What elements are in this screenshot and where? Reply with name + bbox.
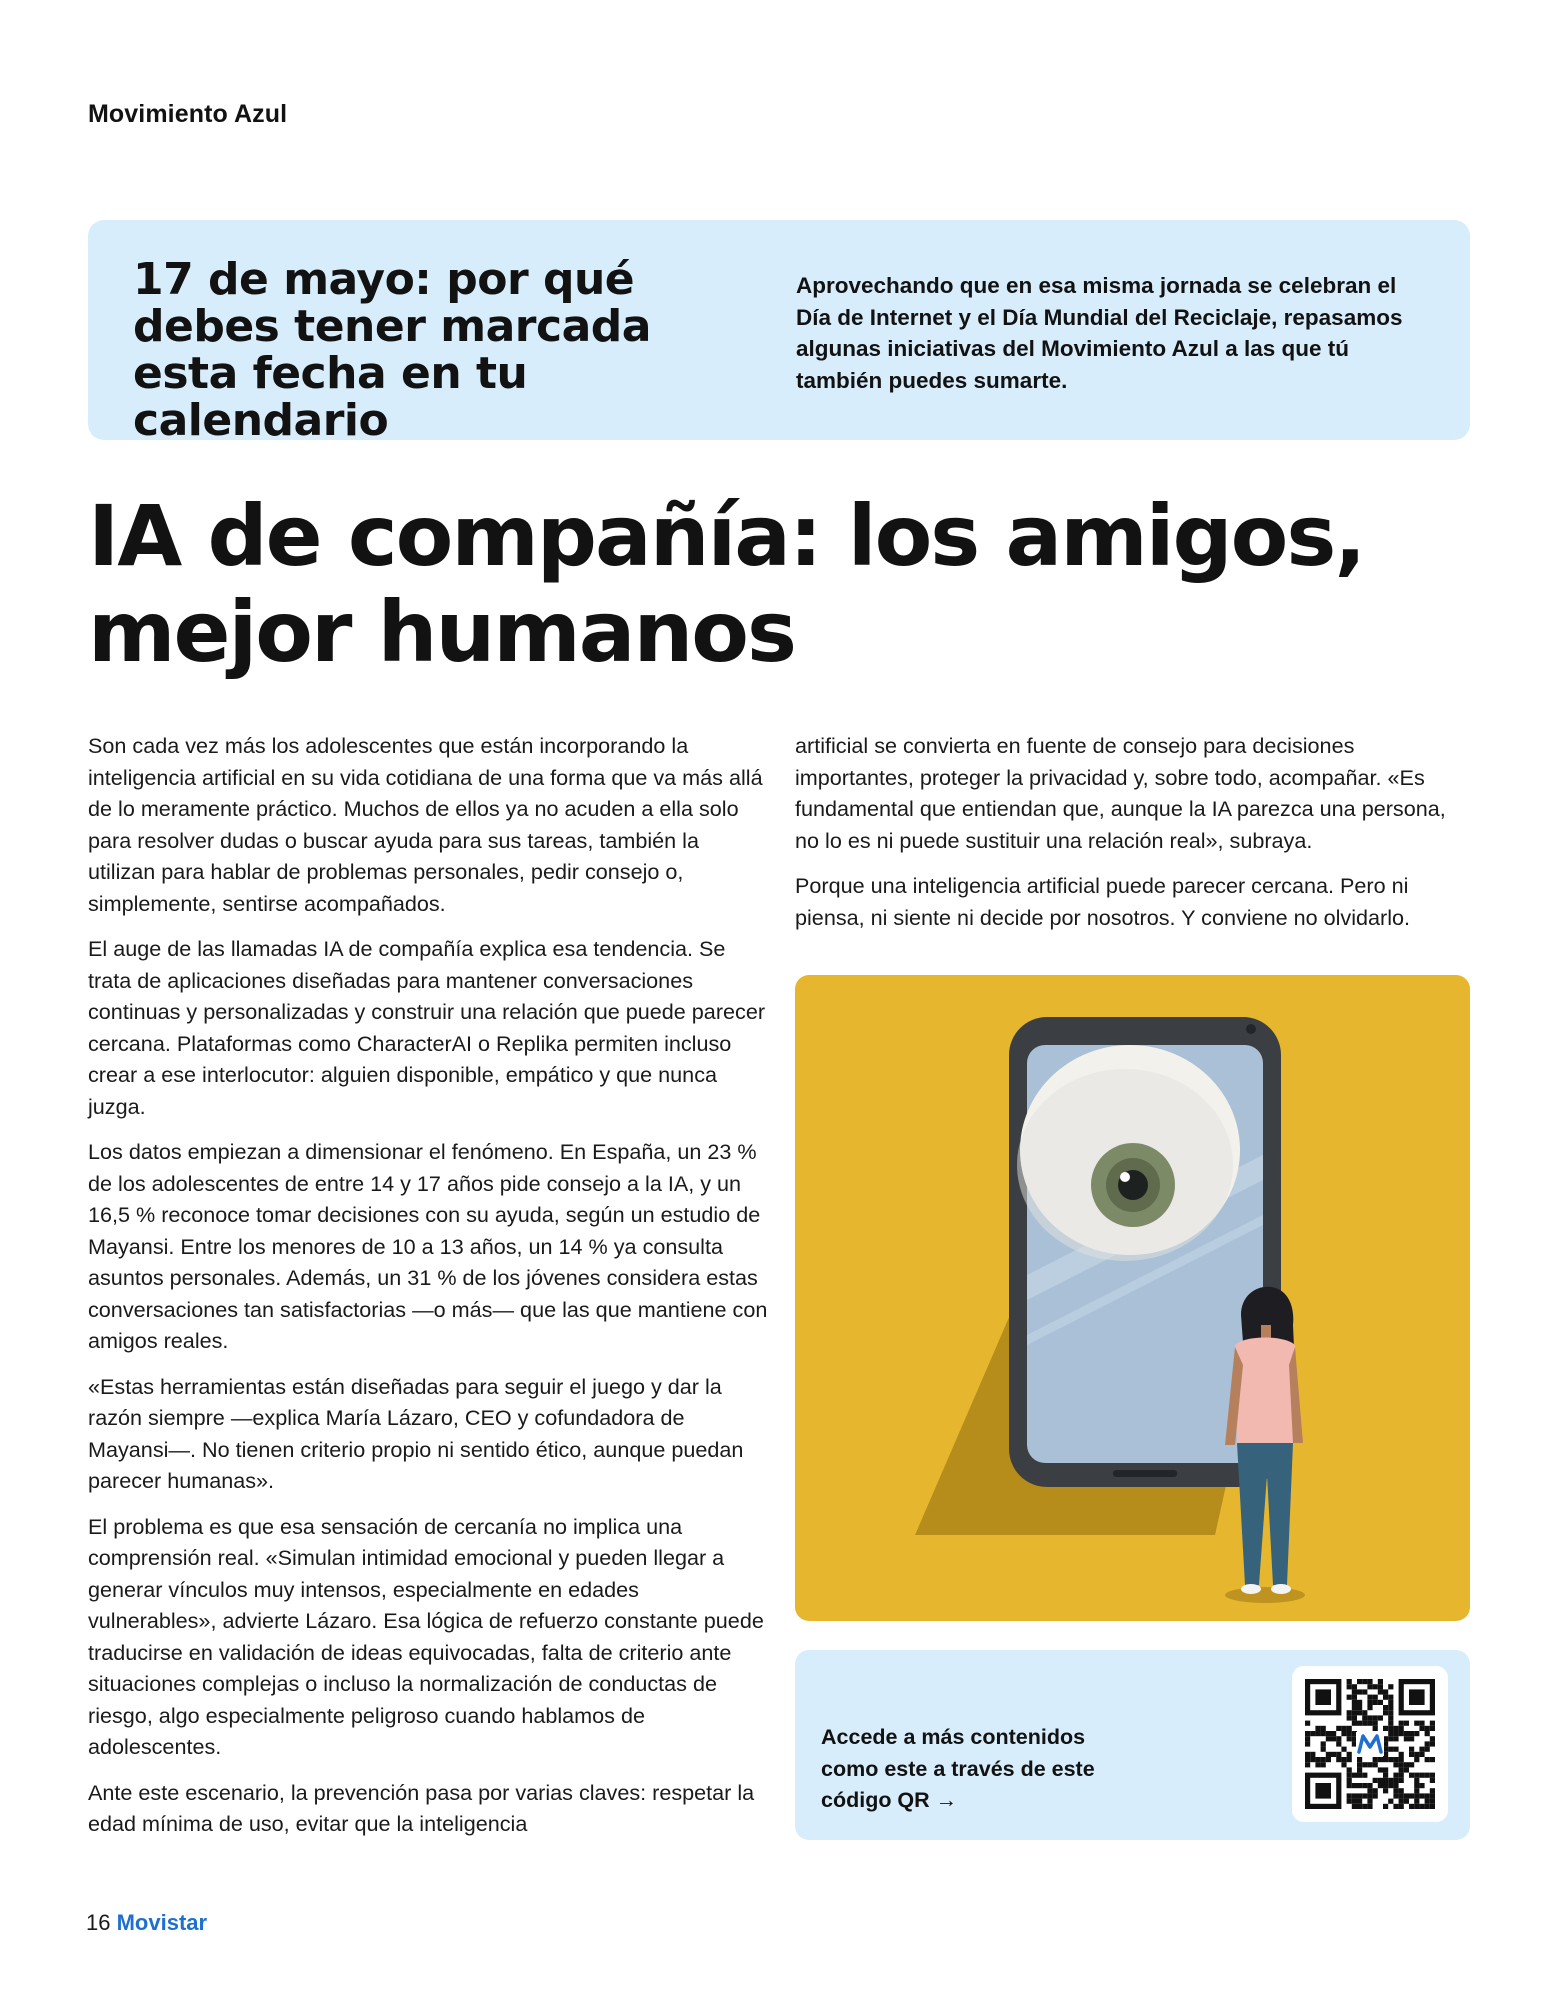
section-label: Movimiento Azul (88, 100, 288, 128)
page-footer (86, 1910, 207, 1936)
qr-code[interactable] (1292, 1666, 1448, 1822)
paragraph: Ante este escenario, la prevención pasa por varias claves: respetar la edad mínima de uso, evitar que la inteligencia (88, 1779, 755, 1836)
phone-eye-illustration (795, 975, 1470, 1621)
brand-name: Movistar (116, 1910, 208, 1935)
article-column-right (795, 730, 1470, 947)
banner-text: Aprovechando que en esa misma jornada se celebran el Día de Internet y el Día Mundial del Reciclaje, repasamos algunas iniciativas del Movimiento Azul a las que tú también puedes sumarte. (796, 273, 1403, 393)
paragraph: El problema es que esa sensación de cercanía no implica una comprensión real. «Simulan intimidad emocional y pueden llegar a generar vínculos muy intensos, especialmente en edades vulnerables», advierte Lázaro. Esa lógica de refuerzo constante puede traducirse en validación de ideas equivocadas, falta de criterio ante situaciones complejas o incluso la normalización de conductas de riesgo, algo especialmente peligroso cuando hablamos de adolescentes. (88, 1513, 764, 1759)
paragraph: Porque una inteligencia artificial puede parecer cercana. Pero ni piensa, ni siente ni decide por nosotros. Y conviene no olvidarlo. (795, 873, 1411, 930)
promo-banner[interactable] (88, 220, 1470, 446)
paragraph: artificial se convierta en fuente de consejo para decisiones importantes, proteger la privacidad y, sobre todo, acompañar. «Es fundamental que entiendan que, aunque la IA parezca una persona, no lo es ni puede sustituir una relación real», subraya. (795, 733, 1446, 853)
page-number: 16 (86, 1910, 111, 1935)
qr-callout-text: Accede a más contenidos como este a través de este código QR → (821, 1725, 1095, 1812)
paragraph: «Estas herramientas están diseñadas para seguir el juego y dar la razón siempre —explica María Lázaro, CEO y cofundadora de Mayansi—. No tienen criterio propio ni sentido ético, aunque puedan parecer humanas». (88, 1373, 744, 1493)
article-headline: IA de compañía: los amigos, mejor humanos (88, 487, 1365, 681)
qr-code-graphic (1292, 1666, 1448, 1822)
paragraph: El auge de las llamadas IA de compañía explica esa tendencia. Se trata de aplicaciones diseñadas para mantener conversaciones continuas y personalizadas y construir una relación que puede parecer cercana. Plataformas como CharacterAI o Replika permiten incluso crear a ese interlocutor: alguien disponible, empático y que nunca juzga. (88, 936, 766, 1119)
qr-callout[interactable] (795, 1650, 1470, 1840)
paragraph: Los datos empiezan a dimensionar el fenómeno. En España, un 23 % de los adolescentes de entre 14 y 17 años pide consejo a la IA, y un 16,5 % reconoce tomar decisiones con su ayuda, según un estudio de Mayansi. Entre los menores de 10 a 13 años, un 14 % ya consulta asuntos personales. Además, un 31 % de los jóvenes considera estas conversaciones tan satisfactorias —o más— que las que mantiene con amigos reales. (88, 1139, 768, 1353)
banner-title: 17 de mayo: por qué debes tener marcada esta fecha en tu calendario (133, 254, 651, 446)
article-column-left (88, 730, 768, 1854)
paragraph: Son cada vez más los adolescentes que están incorporando la inteligencia artificial en su vida cotidiana de una forma que va más allá de lo meramente práctico. Muchos de ellos ya no acuden a ella solo para resolver dudas o buscar ayuda para sus tareas, también la utilizan para hablar de problemas personales, pedir consejo o, simplemente, sentirse acompañados. (88, 733, 763, 916)
